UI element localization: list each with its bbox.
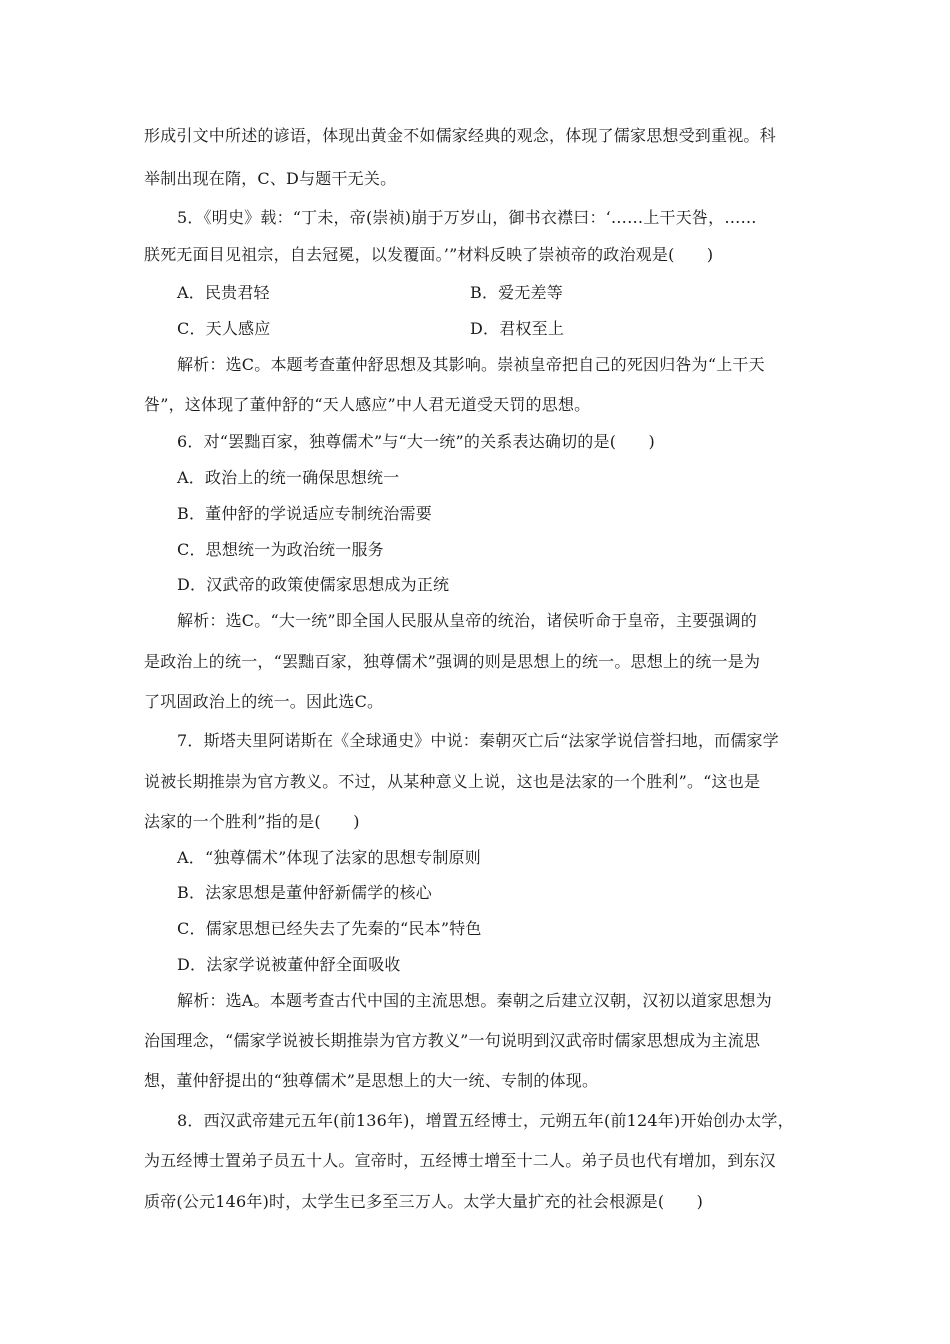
q5-option-b: B．爱无差等 bbox=[470, 283, 563, 302]
q7-answer-line-1: 解析：选A。本题考查古代中国的主流思想。秦朝之后建立汉朝，汉初以道家思想为 bbox=[177, 991, 772, 1010]
prev-answer-line-2: 举制出现在隋，C、D与题干无关。 bbox=[144, 169, 397, 188]
q6-option-c: C．思想统一为政治统一服务 bbox=[177, 540, 384, 559]
q7-option-d: D．法家学说被董仲舒全面吸收 bbox=[177, 955, 401, 974]
q7-option-a: A．“独尊儒术”体现了法家的思想专制原则 bbox=[177, 848, 481, 867]
q6-answer-line-3: 了巩固政治上的统一。因此选C。 bbox=[144, 692, 384, 711]
q5-option-a: A．民贵君轻 bbox=[177, 283, 270, 302]
q6-option-d: D．汉武帝的政策使儒家思想成为正统 bbox=[177, 575, 450, 594]
q7-answer-line-3: 想，董仲舒提出的“独尊儒术”是思想上的大一统、专制的体现。 bbox=[144, 1071, 599, 1090]
prev-answer-line-1: 形成引文中所述的谚语，体现出黄金不如儒家经典的观念，体现了儒家思想受到重视。科 bbox=[144, 126, 776, 145]
q8-stem-line-1: 8．西汉武帝建元五年(前136年)，增置五经博士，元朔五年(前124年)开始创办太学， bbox=[177, 1111, 794, 1130]
q8-stem-line-2: 为五经博士置弟子员五十人。宣帝时，五经博士增至十二人。弟子员也代有增加，到东汉 bbox=[144, 1151, 776, 1170]
q5-stem-line-2: 朕死无面目见祖宗，自去冠冕，以发覆面。’”材料反映了崇祯帝的政治观是( ) bbox=[144, 245, 714, 264]
q7-option-b: B．法家思想是董仲舒新儒学的核心 bbox=[177, 883, 432, 902]
q7-stem-line-1: 7．斯塔夫里阿诺斯在《全球通史》中说：秦朝灭亡后“法家学说信誉扫地，而儒家学 bbox=[177, 731, 779, 750]
q7-stem-line-3: 法家的一个胜利”指的是( ) bbox=[144, 812, 360, 831]
q5-option-d: D．君权至上 bbox=[470, 319, 565, 338]
q5-answer-line-1: 解析：选C。本题考查董仲舒思想及其影响。崇祯皇帝把自己的死因归咎为“上干天 bbox=[177, 355, 765, 374]
q5-option-c: C．天人感应 bbox=[177, 319, 271, 338]
q6-answer-line-2: 是政治上的统一，“罢黜百家，独尊儒术”强调的则是思想上的统一。思想上的统一是为 bbox=[144, 652, 761, 671]
q7-answer-line-2: 治国理念，“儒家学说被长期推崇为官方教义”一句说明到汉武帝时儒家思想成为主流思 bbox=[144, 1031, 761, 1050]
q6-answer-line-1: 解析：选C。“大一统”即全国人民服从皇帝的统治，诸侯听命于皇帝，主要强调的 bbox=[177, 611, 758, 630]
q5-stem-line-1: 5．《明史》载：“丁未，帝(崇祯)崩于万岁山，御书衣襟曰：‘……上干天咎，…… bbox=[177, 208, 757, 227]
q7-option-c: C．儒家思想已经失去了先秦的“民本”特色 bbox=[177, 919, 482, 938]
q6-option-a: A．政治上的统一确保思想统一 bbox=[177, 468, 400, 487]
q5-answer-line-2: 咎”，这体现了董仲舒的“天人感应”中人君无道受天罚的思想。 bbox=[144, 395, 591, 414]
q7-stem-line-2: 说被长期推崇为官方教义。不过，从某种意义上说，这也是法家的一个胜利”。“这也是 bbox=[144, 772, 761, 791]
q6-stem: 6．对“罢黜百家，独尊儒术”与“大一统”的关系表达确切的是( ) bbox=[177, 432, 655, 451]
q6-option-b: B．董仲舒的学说适应专制统治需要 bbox=[177, 504, 432, 523]
q8-stem-line-3: 质帝(公元146年)时，太学生已多至三万人。太学大量扩充的社会根源是( ) bbox=[144, 1192, 704, 1211]
